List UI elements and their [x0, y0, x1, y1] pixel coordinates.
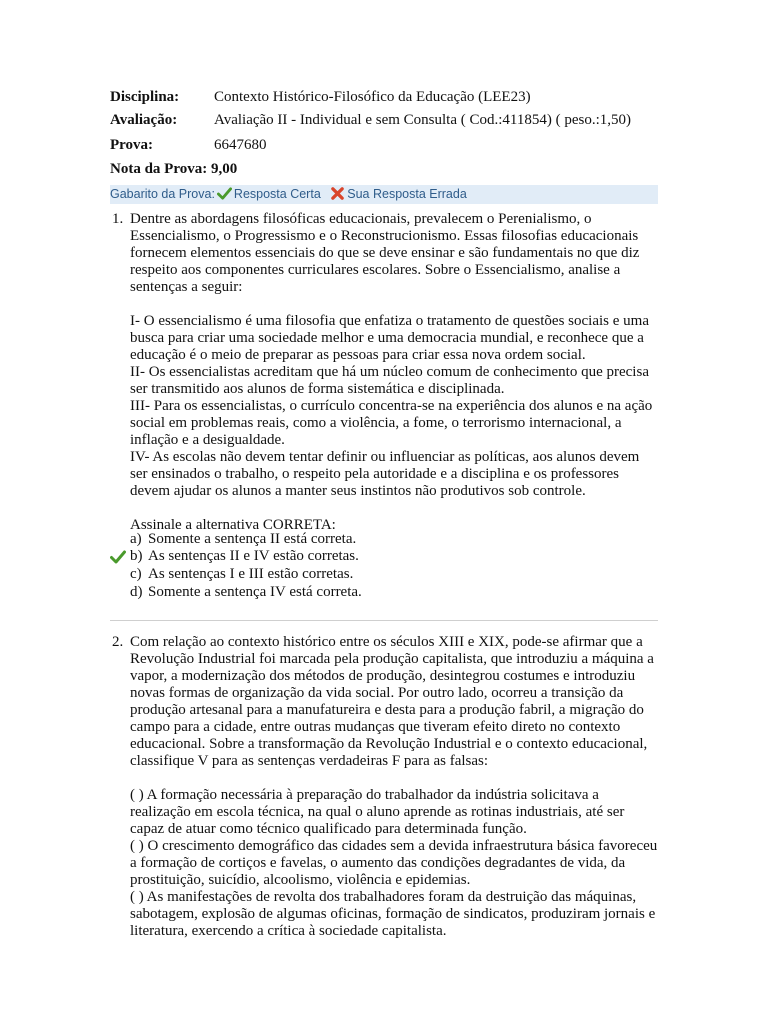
- avaliacao-value: Avaliação II - Individual e sem Consulta ( Cod.:411854) ( peso.:1,50): [214, 112, 631, 128]
- question-2-sentence-1: ( ) A formação necessária à preparação do trabalhador da indústria solicitava a realização em escola técnica, na qual o aluno aprende as rotinas industriais, até ser capaz de atuar como técnico qualificado para determinada função.: [130, 787, 625, 837]
- cross-icon: [330, 186, 345, 201]
- question-2-number: 2.: [112, 634, 124, 650]
- prova-label: Prova:: [110, 137, 154, 153]
- question-1-sentence-1: I- O essencialismo é uma filosofia que enfatiza o tratamento de questões sociais e uma busca para criar uma sociedade melhor e uma democracia mundial, e reconhece que a educação é o meio de preparar as pessoas para criar essa nova ordem social.: [130, 313, 649, 363]
- question-2-text: [130, 634, 660, 940]
- correct-check-icon: [110, 550, 126, 564]
- alternative-letter: b): [130, 548, 143, 564]
- nota-value: 9,00: [210, 161, 238, 177]
- disciplina-value: Contexto Histórico-Filosófico da Educação (LEE23): [214, 89, 531, 105]
- nota-row: [110, 160, 237, 178]
- correct-answer-label: Resposta Certa: [233, 187, 321, 202]
- question-2-sentence-2: ( ) O crescimento demográfico das cidades sem a devida infraestrutura básica favoreceu a formação de cortiços e favelas, o aumento das condições degradantes de vida, da prostituição, suicídio, alcoolismo, violência e epidemias.: [130, 838, 658, 888]
- alternative-text: Somente a sentença II está correta.: [148, 531, 357, 547]
- question-1-text: [130, 211, 660, 534]
- question-divider: [110, 620, 658, 621]
- alternative-text: Somente a sentença IV está correta.: [148, 584, 362, 600]
- gabarito-legend: [110, 185, 658, 204]
- question-2-sentence-3: ( ) As manifestações de revolta dos trabalhadores foram da destruição das máquinas, sabotagem, explosão de algumas oficinas, formação de sindicatos, produziram jornais e literatura, exercendo a crítica à sociedade capitalista.: [130, 889, 656, 939]
- question-1-number: 1.: [112, 211, 124, 227]
- question-2-intro: Com relação ao contexto histórico entre os séculos XIII e XIX, pode-se afirmar que a Revolução Industrial foi marcada pela produção capitalista, que introduziu a máquina a vapor, a modernização dos métodos de produção, desintegrou costumes e introduziu novas formas de organização da vida social. Por outro lado, ocorreu a transição da produção artesanal para a manufatureira e desta para a produção fabril, a migração do campo para a cidade, entre outras mudanças que tiveram efeito direto no contexto educacional. Sobre a transformação da Revolução Industrial e o contexto educacional, classifique V para as sentenças verdadeiras F para as falsas:: [130, 634, 654, 769]
- alternative-letter: a): [130, 531, 142, 547]
- wrong-answer-label: Sua Resposta Errada: [347, 187, 467, 202]
- disciplina-label: Disciplina:: [110, 89, 180, 105]
- question-1-sentence-2: II- Os essencialistas acreditam que há um núcleo comum de conhecimento que precisa ser transmitido aos alunos de forma sistemática e disciplinada.: [130, 364, 649, 397]
- gabarito-label: Gabarito da Prova:: [110, 187, 215, 202]
- question-1-sentence-3: III- Para os essencialistas, o currículo concentra-se na experiência dos alunos e na ação social em problemas reais, como a violência, a fome, o terrorismo internacional, a inflação e a desigualdade.: [130, 398, 653, 448]
- prova-value: 6647680: [214, 137, 267, 153]
- avaliacao-label: Avaliação:: [110, 112, 178, 128]
- check-icon: [217, 186, 232, 201]
- question-1-prompt: Assinale a alternativa CORRETA:: [130, 517, 336, 533]
- alternative-text: As sentenças II e IV estão corretas.: [148, 548, 359, 564]
- nota-label: Nota da Prova:: [110, 161, 208, 177]
- alternative-text: As sentenças I e III estão corretas.: [148, 566, 354, 582]
- alternative-letter: c): [130, 566, 142, 582]
- alternative-letter: d): [130, 584, 143, 600]
- question-1-intro: Dentre as abordagens filosóficas educacionais, prevalecem o Perenialismo, o Essencialismo, o Progressismo e o Reconstrucionismo. Essas filosofias educacionais fornecem elementos essenciais do que se deve ensinar e são fundamentais no que diz respeito aos componentes curriculares escolares. Sobre o Essencialismo, analise a sentenças a seguir:: [130, 211, 640, 295]
- question-1-sentence-4: IV- As escolas não devem tentar definir ou influenciar as políticas, aos alunos devem ser ensinados o trabalho, o respeito pela autoridade e a disciplina e os professores devem ajudar os alunos a manter seus instintos não produtivos sob controle.: [130, 449, 640, 499]
